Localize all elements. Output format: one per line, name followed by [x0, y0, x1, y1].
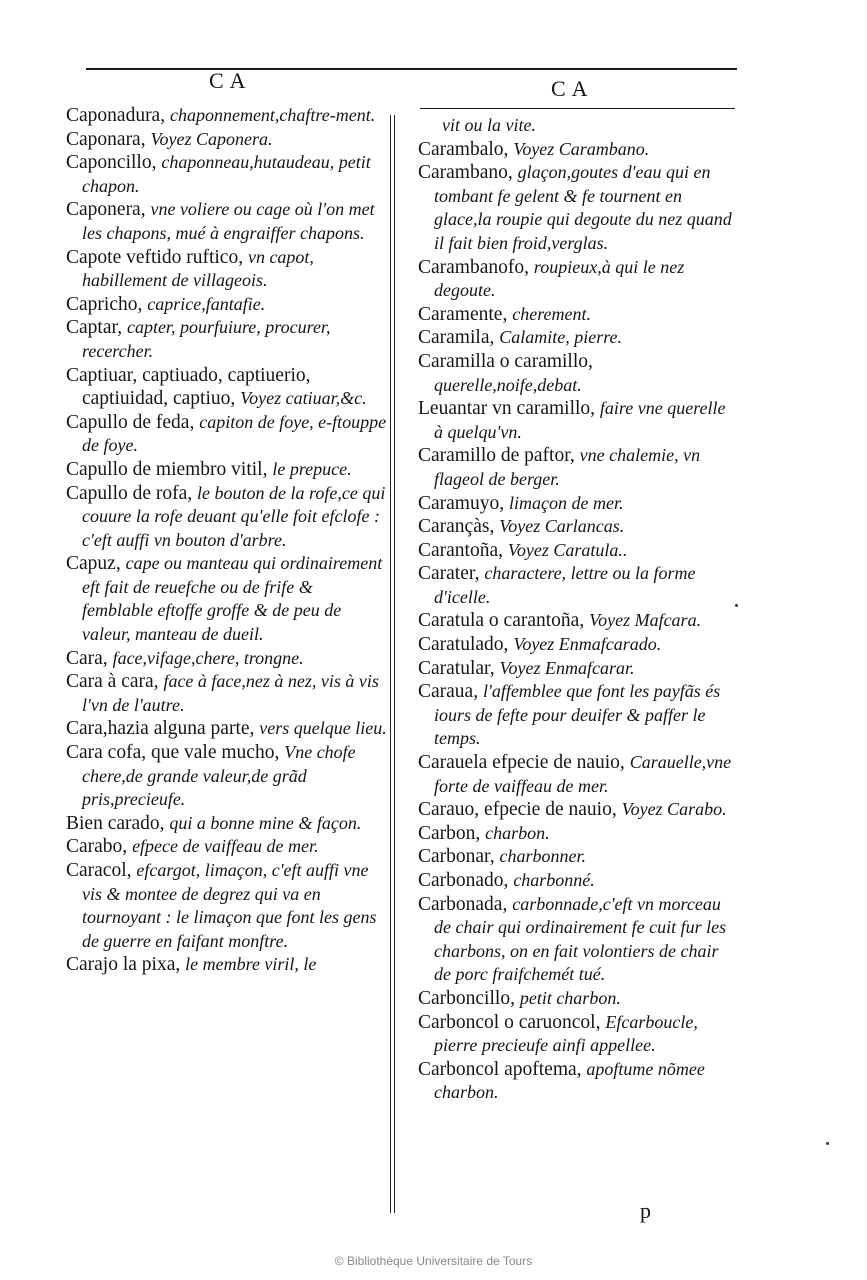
entry-gloss: apoftume nõmee charbon.: [434, 1058, 705, 1103]
entry-gloss: vne chalemie, vn flageol de berger.: [434, 445, 701, 489]
entry-gloss: Voyez Caponera.: [150, 128, 273, 149]
entry-gloss: carbonnade,c'eft vn morceau de chair qui ordinairement fe cuit fur les charbons, on en fait volontiers de chair de porc fraifchemét tué.: [434, 893, 727, 985]
dictionary-entry: [418, 751, 738, 798]
entry-headword: Carajo la pixa,: [66, 954, 181, 976]
entry-gloss: cape ou manteau qui ordinairement eft fait de reuefche ou de frife & femblable eftoffe groffe & de peu de valeur, manteau de dueil.: [82, 553, 383, 645]
right-column: [418, 114, 738, 1105]
entry-gloss: charactere, lettre ou la forme d'icelle.: [434, 563, 696, 607]
copyright-footer: © Bibliothèque Universitaire de Tours: [334, 1254, 533, 1268]
entry-gloss: vne voliere ou cage où l'on met les chapons, mué à engraiffer chapons.: [82, 199, 375, 243]
entry-gloss: Voyez Enmafcarar.: [499, 657, 635, 678]
dictionary-entry: [418, 397, 738, 444]
dictionary-entry: [418, 303, 738, 327]
entry-headword: Capullo de miembro vitil,: [66, 458, 268, 480]
dictionary-entry: [66, 293, 388, 317]
signature-mark: p: [640, 1198, 651, 1223]
entry-headword: Carater,: [418, 563, 480, 585]
entry-headword: Leuantar vn caramillo,: [418, 398, 596, 420]
header-rule-right: [420, 108, 735, 109]
entry-headword: Capullo de rofa,: [66, 482, 193, 504]
entry-headword: Capullo de feda,: [66, 411, 195, 433]
entry-headword: Cara à cara,: [66, 671, 159, 693]
dictionary-entry: [418, 869, 738, 893]
ink-speck: [735, 604, 738, 607]
entry-headword: Capricho,: [66, 293, 143, 315]
entry-gloss: efpece de vaiffeau de mer.: [132, 836, 319, 857]
dictionary-entry: [66, 151, 388, 198]
dictionary-entry: [418, 138, 738, 162]
left-column: [66, 104, 388, 977]
entry-gloss: efcargot, limaçon, c'eft auffi vne vis & montee de degrez qui va en tournoyant : le limaçon que font les gens de guerre en faifant monftre.: [82, 860, 377, 951]
dictionary-entry: [418, 822, 738, 846]
entry-headword: Caramillo de paftor,: [418, 445, 575, 467]
entry-headword: Captiuar, captiuado, captiuerio, captiuidad, captiuo,: [66, 364, 311, 410]
dictionary-entry: [418, 845, 738, 869]
dictionary-entry: [66, 316, 388, 363]
entry-gloss: Voyez Carlancas.: [499, 516, 625, 537]
entry-headword: Carbonado,: [418, 870, 509, 891]
ink-speck: [826, 1142, 829, 1145]
entry-headword: Carbonar,: [418, 846, 495, 868]
dictionary-entry: [418, 161, 738, 255]
dictionary-entry: [418, 444, 738, 491]
running-head-left: CA: [209, 68, 252, 93]
entry-gloss: l'affemblee que font les payfãs és iours de fefte pour deuifer & paffer le temps.: [434, 681, 721, 749]
entry-headword: Carambanofo,: [418, 256, 530, 278]
entry-gloss: Voyez Carambano.: [513, 138, 650, 159]
entry-gloss: vn capot, habillement de villageois.: [82, 246, 314, 291]
entry-headword: Caramilla o caramillo,: [418, 350, 593, 372]
dictionary-entry: [418, 562, 738, 609]
entry-headword: Caracol,: [66, 860, 132, 881]
entry-headword: Caponcillo,: [66, 152, 157, 174]
dictionary-entry: [66, 812, 388, 836]
dictionary-entry: [66, 411, 388, 458]
entry-gloss: capiton de foye, e-ftouppe de foye.: [82, 411, 387, 456]
entry-headword: Caponadura,: [66, 105, 166, 126]
entry-headword: Carauela efpecie de nauio,: [418, 752, 625, 774]
entry-headword: Capote veftido ruftico,: [66, 246, 244, 268]
dictionary-entry: [418, 680, 738, 751]
entry-headword: Carauo, efpecie de nauio,: [418, 799, 617, 821]
dictionary-entry: [418, 515, 738, 539]
entry-gloss: chaponneau,hutaudeau, petit chapon.: [82, 152, 371, 196]
entry-headword: Carançàs,: [418, 516, 495, 538]
entry-headword: Bien carado,: [66, 812, 165, 834]
entry-headword: Captar,: [66, 317, 123, 339]
dictionary-entry: [418, 609, 738, 633]
dictionary-entry: [418, 798, 738, 822]
entry-gloss: Voyez Caratula..: [507, 539, 628, 560]
dictionary-entry: [418, 539, 738, 563]
entry-gloss: vit ou la vite.: [442, 115, 536, 135]
column-divider: [390, 115, 393, 1213]
entry-gloss: qui a bonne mine & façon.: [169, 812, 362, 833]
entry-gloss: vers quelque lieu.: [259, 718, 387, 739]
entry-headword: Capuz,: [66, 553, 121, 575]
entry-gloss: charbon.: [485, 822, 550, 843]
dictionary-entry: [418, 326, 738, 350]
entry-headword: Cara cofa, que vale mucho,: [66, 742, 280, 764]
entry-gloss: querelle,noife,debat.: [434, 374, 582, 395]
entry-headword: Caramuyo,: [418, 492, 505, 514]
entry-headword: Caratulado,: [418, 634, 509, 656]
dictionary-entry: [418, 987, 738, 1011]
entry-headword: Carboncol o caruoncol,: [418, 1011, 601, 1033]
entry-gloss: capter, pourfuiure, procurer, recercher.: [82, 317, 331, 361]
dictionary-entry: [418, 1011, 738, 1058]
entry-gloss: Carauelle,vne forte de vaiffeau de mer.: [434, 752, 732, 796]
entry-gloss: le prepuce.: [272, 458, 352, 479]
dictionary-entry: [418, 633, 738, 657]
entry-headword: Carbon,: [418, 822, 481, 844]
entry-gloss: Calamite, pierre.: [499, 327, 623, 348]
entry-gloss: caprice,fantafie.: [147, 293, 266, 314]
header-rule: [86, 68, 737, 70]
entry-headword: Carboncol apoftema,: [418, 1058, 582, 1080]
dictionary-entry: [418, 350, 738, 397]
entry-headword: Caponera,: [66, 199, 146, 221]
entry-gloss: Vne chofe chere,de grande valeur,de grãd pris,precieufe.: [82, 742, 356, 810]
entry-gloss: Voyez catiuar,&c.: [240, 388, 367, 409]
entry-headword: Cara,: [66, 647, 108, 669]
dictionary-entry: [66, 859, 388, 953]
entry-headword: Carambano,: [418, 162, 513, 184]
entry-gloss: le membre viril, le: [185, 954, 317, 975]
dictionary-entry: [66, 835, 388, 859]
entry-gloss: charbonné.: [513, 870, 595, 890]
dictionary-entry: [418, 657, 738, 681]
entry-headword: Carabo,: [66, 836, 128, 858]
entry-headword: Caratular,: [418, 657, 495, 679]
entry-headword: Caramila,: [418, 327, 495, 349]
entry-gloss: petit charbon.: [519, 987, 621, 1008]
dictionary-entry: [66, 717, 388, 741]
dictionary-entry: [66, 364, 388, 411]
entry-headword: Caramente,: [418, 303, 508, 325]
dictionary-entry: [418, 492, 738, 516]
dictionary-entry: [418, 256, 738, 303]
entry-headword: Caraua,: [418, 681, 479, 703]
entry-headword: Cara,hazia alguna parte,: [66, 718, 255, 740]
entry-gloss: le bouton de la rofe,ce qui couure la rofe deuant qu'elle foit efclofe : c'eft auffi vn bouton d'arbre.: [82, 482, 386, 550]
dictionary-entry: [66, 128, 388, 152]
entry-gloss: Voyez Carabo.: [621, 799, 727, 820]
dictionary-entry: [418, 893, 738, 987]
dictionary-entry: [418, 1058, 738, 1105]
dictionary-entry: [66, 670, 388, 717]
entry-headword: Carambalo,: [418, 138, 509, 160]
dictionary-entry: [66, 104, 388, 128]
entry-gloss: charbonner.: [499, 846, 587, 867]
entry-headword: Carboncillo,: [418, 987, 515, 1009]
entry-headword: Carbonada,: [418, 893, 508, 915]
dictionary-entry: [66, 482, 388, 553]
entry-gloss: Voyez Mafcara.: [589, 610, 702, 631]
entry-gloss: roupieux,à qui le nez degoute.: [434, 256, 685, 301]
entry-gloss: faire vne querelle à quelqu'vn.: [434, 398, 726, 442]
dictionary-entry: [66, 647, 388, 671]
entry-gloss: cherement.: [512, 303, 592, 324]
entry-gloss: Efcarboucle, pierre precieufe ainfi appellee.: [434, 1011, 698, 1056]
dictionary-entry: [66, 458, 388, 482]
entry-gloss: chaponnement,chaftre-ment.: [169, 105, 376, 125]
dictionary-entry: [66, 741, 388, 812]
entry-gloss: limaçon de mer.: [508, 492, 624, 513]
entry-headword: Caratula o carantoña,: [418, 610, 585, 632]
entry-headword: Carantoña,: [418, 539, 504, 561]
dictionary-entry: [66, 198, 388, 245]
entry-headword: Caponara,: [66, 128, 146, 150]
entry-gloss: face à face,nez à nez, vis à vis l'vn de l'autre.: [82, 671, 379, 715]
dictionary-entry: [418, 114, 738, 138]
dictionary-entry: [66, 246, 388, 293]
entry-gloss: Voyez Enmafcarado.: [513, 634, 662, 655]
dictionary-entry: [66, 552, 388, 646]
running-head-right: CA: [551, 76, 594, 101]
dictionary-entry: [66, 953, 388, 977]
entry-gloss: face,vifage,chere, trongne.: [112, 647, 304, 668]
entry-gloss: glaçon,goutes d'eau qui en tombant fe gelent & fe tournent en glace,la roupie qui degoute du nez quand il fait bien froid,verglas.: [434, 162, 732, 253]
